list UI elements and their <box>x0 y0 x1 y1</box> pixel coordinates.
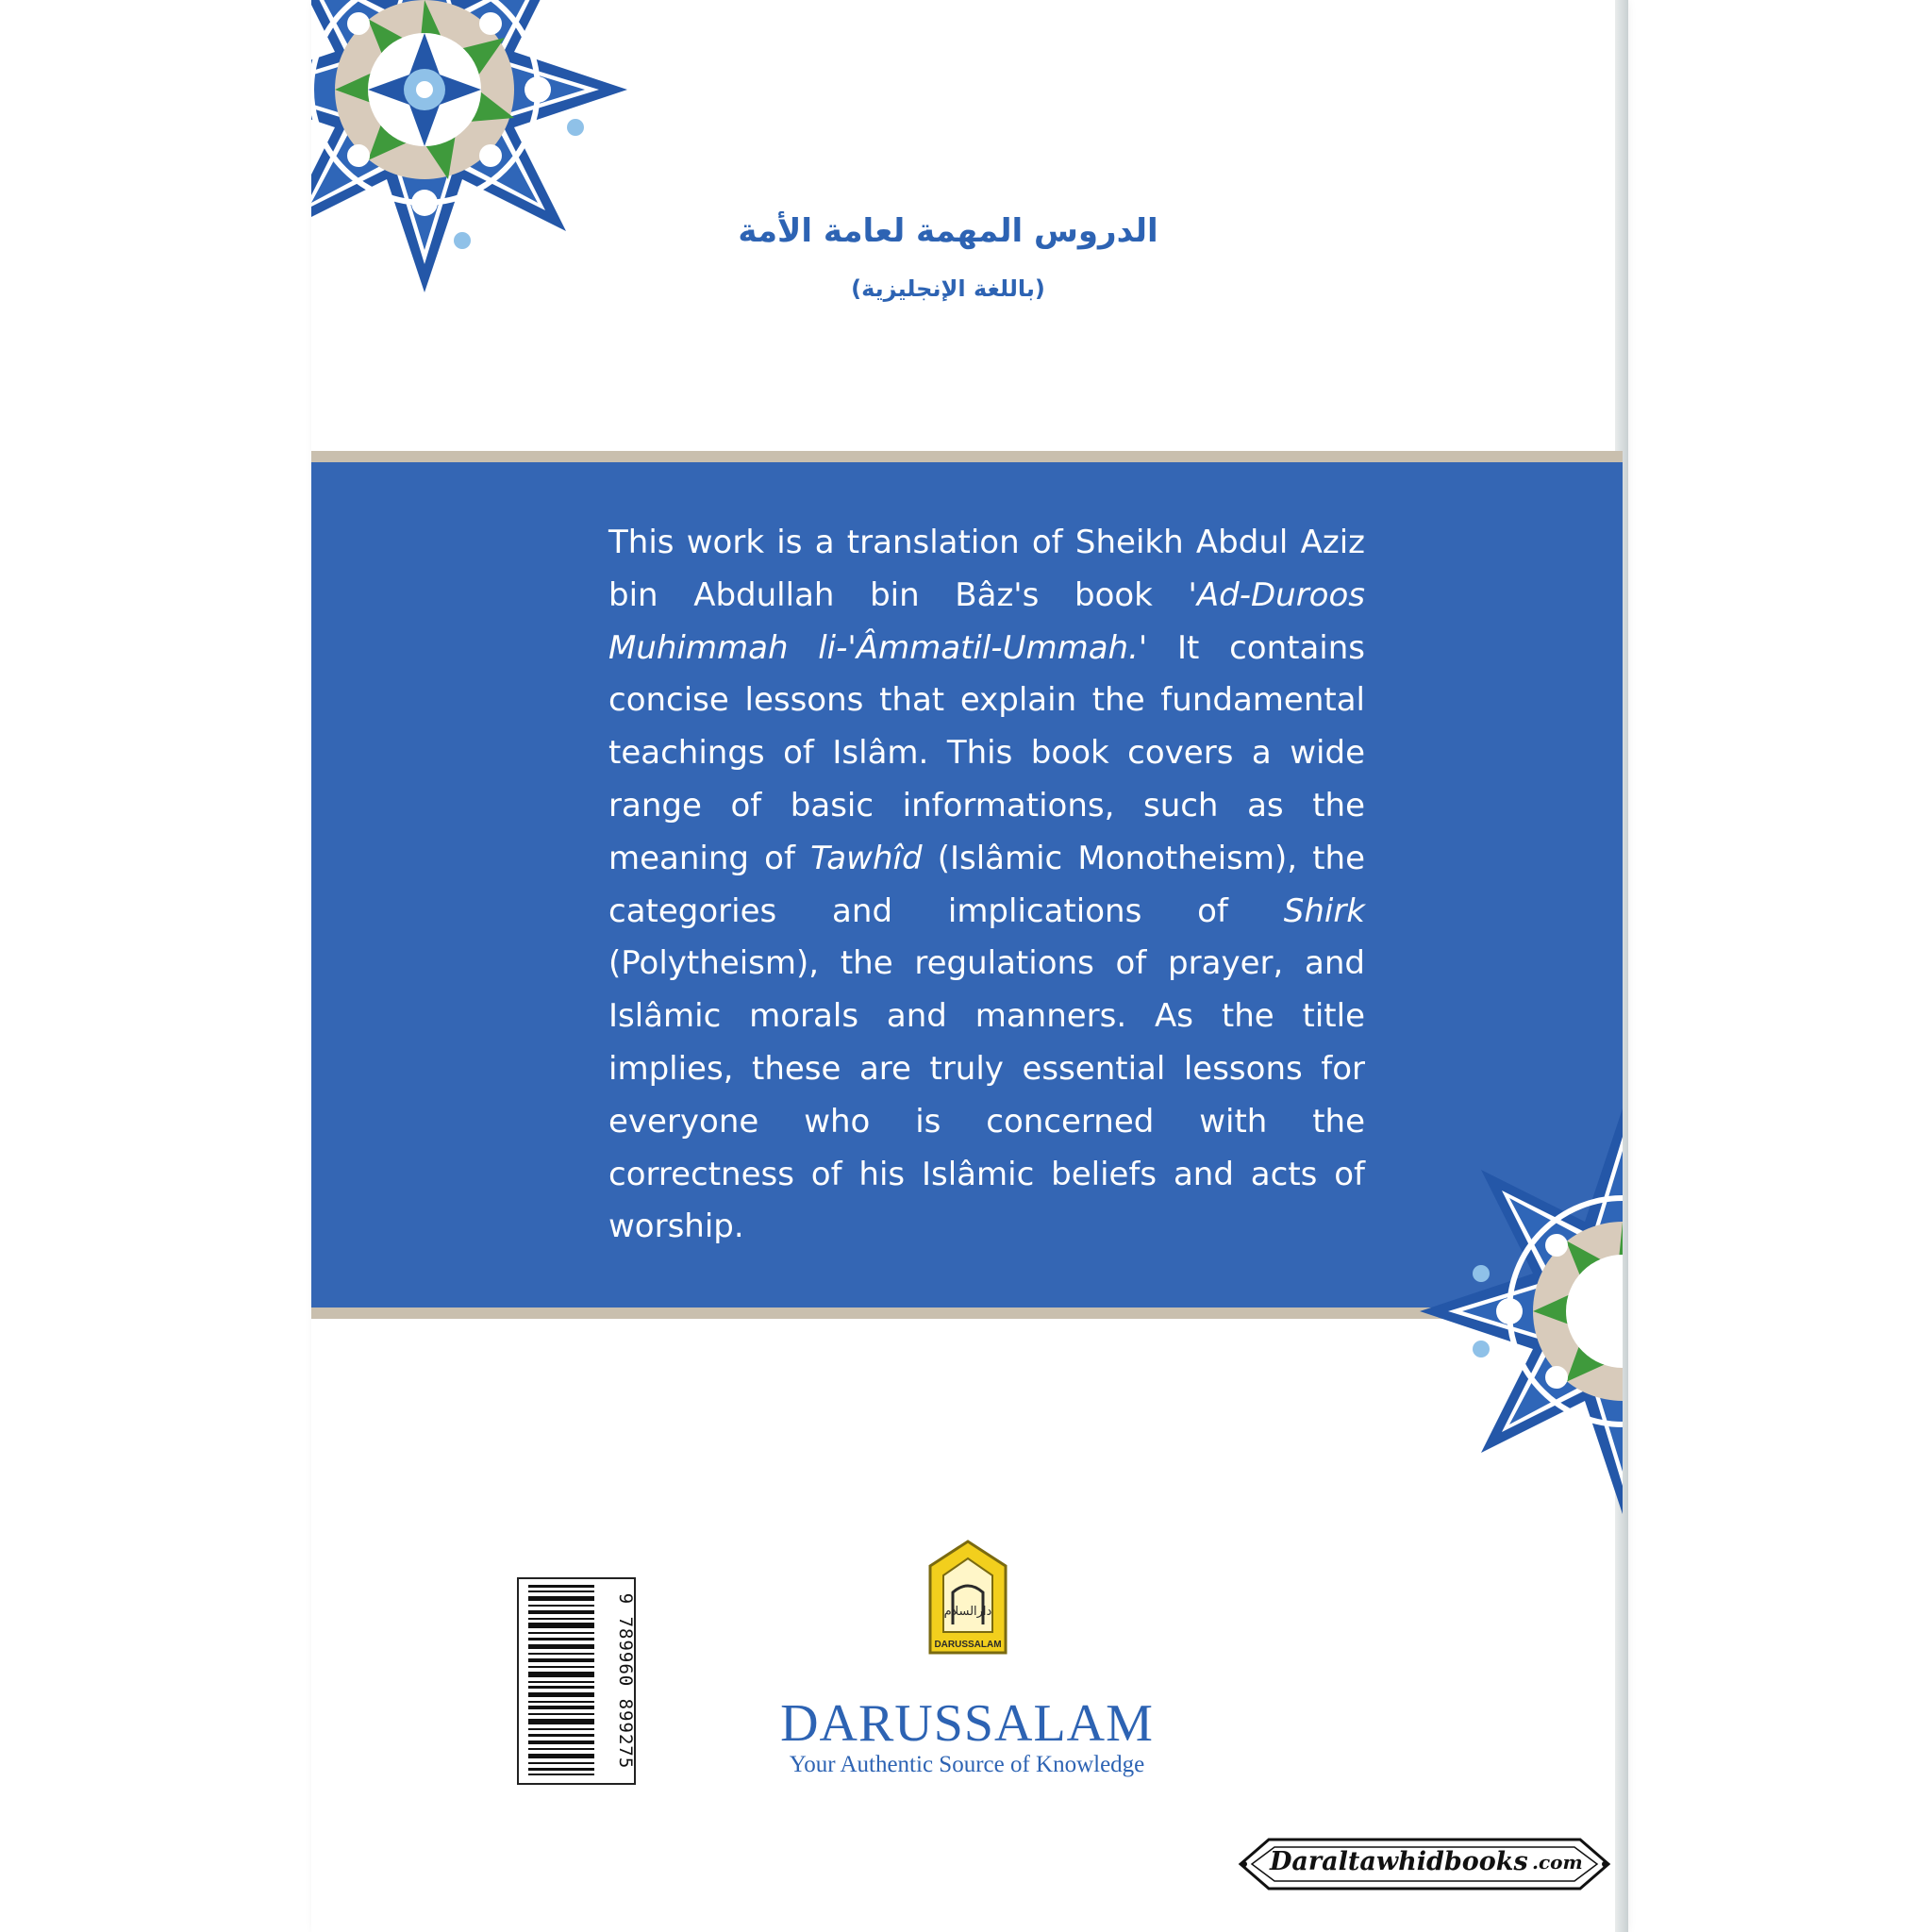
term-tawhid: Tawhîd <box>810 839 923 877</box>
logo-label: DARUSSALAM <box>934 1640 1002 1650</box>
top-ornament-rosette <box>302 0 641 292</box>
publisher-tagline: Your Authentic Source of Knowledge <box>789 1752 1145 1777</box>
description-text: (Polytheism), the regulations of prayer, and Islâmic morals and manners. As the title implies, these are truly essential lessons for everyone who is concerned with the correctness of his Islâmic beliefs and acts of worship. <box>608 944 1365 1246</box>
arabic-title: الدروس المهمة لعامة الأمة <box>738 212 1158 250</box>
publisher-name: DARUSSALAM <box>780 1694 1154 1753</box>
description-text: (Islâmic Monotheism), the categories and implications of <box>608 839 1366 930</box>
arabic-subtitle: (باللغة الإنجليزية) <box>851 275 1045 302</box>
description-text: This work is a translation of Sheikh Abdul Aziz bin Abdullah bin Bâz's book <box>608 524 1365 614</box>
logo-arabic-text: دارالسلام <box>943 1605 992 1619</box>
store-watermark-suffix: .com <box>1532 1851 1583 1874</box>
original-book-title: 'Ad-Duroos Muhimmah li-'Âmmatil-Ummah.' <box>608 575 1365 667</box>
book-description <box>608 517 1365 1254</box>
side-ornament-rosette <box>1420 1108 1623 1514</box>
isbn-number: 9 789960 899275 <box>615 1592 636 1770</box>
term-shirk: Shirk <box>1283 891 1365 930</box>
description-text: It contains concise lessons that explain the fundamental teachings of Islâm. This book covers a wide range of basic informations, such as the meaning of <box>608 628 1365 877</box>
store-watermark-text: Daraltawhidbooks <box>1270 1847 1528 1876</box>
darussalam-logo-icon <box>924 1538 1011 1657</box>
